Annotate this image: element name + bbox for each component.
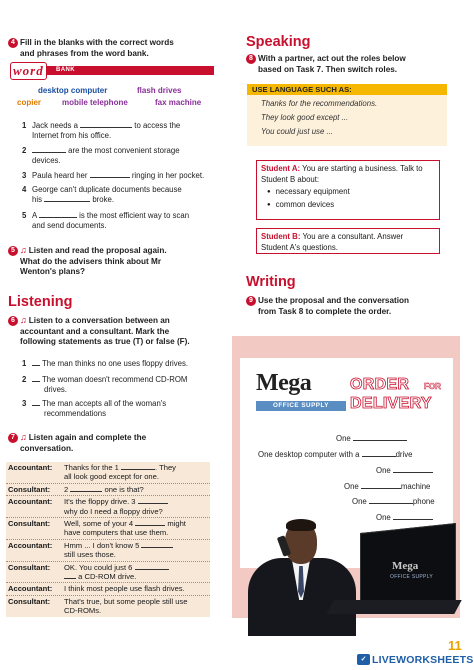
word-bank-word: copier xyxy=(17,98,42,107)
speaker-label: Consultant: xyxy=(8,596,51,606)
word-bank-word: desktop computer xyxy=(38,86,108,95)
order-line-text: One xyxy=(376,466,391,475)
delivery-title: DELIVERY xyxy=(350,395,432,412)
task-4-item-2 xyxy=(22,146,222,165)
liveworksheets-logo[interactable]: LIVEWORKSHEETS xyxy=(372,654,474,666)
speaker-label: Accountant: xyxy=(8,584,53,594)
dialogue-row xyxy=(6,562,210,584)
item-text: George can't duplicate documents because xyxy=(32,185,182,194)
word-bank-word: mobile telephone xyxy=(62,98,128,107)
language-box xyxy=(247,84,447,146)
item-number: 1 xyxy=(22,359,27,368)
dialogue-row xyxy=(6,484,210,496)
answer-blank[interactable] xyxy=(121,463,155,470)
task-4-instructions xyxy=(8,38,228,59)
word-bank-word: flash drives xyxy=(137,86,182,95)
speaker-label: Accountant: xyxy=(8,497,53,507)
item-number: 1 xyxy=(22,121,27,130)
item-number: 5 xyxy=(22,211,27,220)
item-number: 2 xyxy=(22,375,27,384)
answer-blank[interactable] xyxy=(44,195,90,202)
task-9-line-2: from Task 8 to complete the order. xyxy=(258,306,392,316)
task-4-line-1: Fill in the blanks with the correct words xyxy=(20,38,174,47)
item-text: Internet from his office. xyxy=(32,130,112,140)
dialogue-text: one is that? xyxy=(104,484,144,494)
word-bank-word: fax machine xyxy=(155,98,202,107)
dialogue-row xyxy=(6,496,210,518)
task-6-item-1 xyxy=(22,359,228,369)
item-number: 4 xyxy=(22,185,27,194)
student-a-bullet: ● common devices xyxy=(261,200,435,211)
order-blank[interactable] xyxy=(353,434,407,441)
task-9-instructions xyxy=(246,296,468,317)
dialogue-line xyxy=(64,597,208,616)
dialogue-line xyxy=(64,519,208,538)
task-8-number-badge: 8 xyxy=(246,54,256,64)
task-4-item-5 xyxy=(22,211,228,230)
answer-blank[interactable] xyxy=(70,485,102,492)
task-5-line-3: Wenton's plans? xyxy=(20,267,86,276)
dialogue-row xyxy=(6,462,210,484)
word-bank-tag: BANK xyxy=(56,67,75,73)
item-text: The man accepts all of the woman's xyxy=(42,399,167,408)
order-line-text: One desktop computer with a xyxy=(258,450,360,459)
dialogue-text: . They xyxy=(155,463,176,472)
answer-blank[interactable] xyxy=(90,171,130,178)
student-b-text: You are a consultant. Answer xyxy=(300,232,404,241)
dialogue-text: Hmm ... I don't know 5 xyxy=(64,540,140,550)
businessman-hair xyxy=(286,519,316,531)
dialogue-line xyxy=(64,563,208,582)
true-false-blank[interactable] xyxy=(32,399,40,406)
liveworksheets-icon[interactable]: ✓ xyxy=(357,654,370,665)
dialogue-text: I think most people use flash drives. xyxy=(64,584,185,594)
dialogue-text: still uses those. xyxy=(64,550,116,560)
office-supply-banner: OFFICE SUPPLY xyxy=(256,401,346,411)
order-blank[interactable] xyxy=(361,482,401,489)
answer-blank[interactable] xyxy=(80,121,132,128)
speaker-label: Accountant: xyxy=(8,540,53,550)
dialogue-row xyxy=(6,540,210,562)
dialogue-text: all look good except for one. xyxy=(64,472,159,482)
order-line xyxy=(344,482,430,491)
order-line-text: machine xyxy=(400,482,431,491)
item-text: The man thinks no one uses floppy drives. xyxy=(42,359,189,368)
task-4-item-1 xyxy=(22,121,222,140)
task-7-line-1: Listen again and complete the xyxy=(28,433,147,442)
student-a-bullet: ● necessary equipment xyxy=(261,187,435,198)
item-text: is the most efficient way to scan xyxy=(79,211,190,220)
task-9-line-1: Use the proposal and the conversation xyxy=(258,296,410,305)
dialogue-text: might xyxy=(167,519,186,529)
item-text: and send documents. xyxy=(32,220,107,230)
item-text: A xyxy=(32,211,37,220)
dialogue-line xyxy=(64,497,208,516)
answer-blank[interactable] xyxy=(141,541,173,548)
order-line-text: One xyxy=(336,434,351,443)
true-false-blank[interactable] xyxy=(32,375,40,382)
task-9-number-badge: 9 xyxy=(246,296,256,306)
task-4-item-4 xyxy=(22,185,228,204)
student-a-label: Student A: xyxy=(261,164,301,173)
item-text: drives. xyxy=(44,384,67,394)
student-a-text: You are starting a business. Talk to xyxy=(300,164,423,173)
order-line-text: phone xyxy=(412,497,435,506)
item-text: broke. xyxy=(92,194,114,204)
item-text: Paula heard her xyxy=(32,171,88,180)
dialogue-row xyxy=(6,583,210,595)
student-b-box xyxy=(256,228,440,254)
item-text: The woman doesn't recommend CD-ROM xyxy=(42,375,188,384)
task-6-number-badge: 6 xyxy=(8,316,18,326)
listening-heading: Listening xyxy=(8,294,73,310)
answer-blank[interactable] xyxy=(32,146,66,153)
task-5-instructions xyxy=(8,245,228,278)
audio-icon[interactable]: ♫ xyxy=(20,315,27,325)
task-5-number-badge: 5 xyxy=(8,246,18,256)
item-text: to access the xyxy=(134,121,181,130)
dialogue-line xyxy=(64,485,208,494)
order-line-text: One xyxy=(376,513,391,522)
task-4-number-badge: 4 xyxy=(8,38,18,48)
task-5-line-2: What do the advisers think about Mr xyxy=(20,256,162,266)
laptop-logo-sub: OFFICE SUPPLY xyxy=(390,574,433,580)
page-number: 11 xyxy=(448,638,462,653)
dialogue-row xyxy=(6,518,210,540)
task-8-line-2: based on Task 7. Then switch roles. xyxy=(258,64,398,74)
laptop-base xyxy=(326,600,461,614)
audio-icon[interactable]: ♫ xyxy=(20,245,27,255)
audio-icon[interactable]: ♫ xyxy=(20,432,27,442)
order-line xyxy=(376,466,433,475)
true-false-blank[interactable] xyxy=(32,359,40,366)
student-a-text: Student B about: xyxy=(261,174,320,184)
dialogue-row xyxy=(6,596,210,617)
task-6-instructions xyxy=(8,315,230,348)
language-phrase: Thanks for the recommendations. xyxy=(261,99,378,108)
speaker-label: Consultant: xyxy=(8,562,51,572)
order-line-text: One xyxy=(344,482,359,491)
dialogue-text: OK. You could just 6 xyxy=(64,562,133,572)
student-b-text: Student A's questions. xyxy=(261,242,338,252)
order-title-for: FOR xyxy=(424,382,441,391)
item-number: 3 xyxy=(22,171,27,180)
dialogue-text: why do I need a floppy drive? xyxy=(64,506,163,516)
task-4-line-2: and phrases from the word bank. xyxy=(20,48,149,58)
answer-blank[interactable] xyxy=(135,519,165,526)
task-6-line-2: accountant and a consultant. Mark the xyxy=(20,326,170,336)
answer-blank[interactable] xyxy=(39,211,77,218)
order-line xyxy=(352,497,435,506)
order-line-text: drive xyxy=(395,450,413,459)
task-5-line-1: Listen and read the proposal again. xyxy=(28,246,167,255)
dialogue-table xyxy=(6,462,210,617)
answer-blank[interactable] xyxy=(64,572,76,579)
dialogue-line xyxy=(64,541,208,560)
answer-blank[interactable] xyxy=(135,563,169,570)
dialogue-text: a CD-ROM drive. xyxy=(78,572,137,582)
task-7-line-2: conversation. xyxy=(20,443,74,453)
order-blank[interactable] xyxy=(369,497,413,504)
dialogue-text: Well, some of your 4 xyxy=(64,519,134,529)
dialogue-text: That's true, but some people still use xyxy=(64,596,188,606)
task-7-instructions xyxy=(8,432,230,454)
word-bank-logo-text: word xyxy=(10,62,47,80)
dialogue-line xyxy=(64,463,208,482)
item-text: Jack needs a xyxy=(32,121,78,130)
order-blank[interactable] xyxy=(362,450,396,457)
order-blank[interactable] xyxy=(393,513,433,520)
item-text: are the most convenient storage xyxy=(68,146,180,155)
order-title: ORDER xyxy=(350,376,410,393)
task-8-instructions xyxy=(246,54,466,75)
dialogue-text: CD-ROMs. xyxy=(64,606,102,616)
task-4-item-3 xyxy=(22,171,228,181)
order-line xyxy=(336,434,407,443)
task-6-line-1: Listen to a conversation between an xyxy=(28,316,170,325)
task-8-line-1: With a partner, act out the roles below xyxy=(258,54,406,63)
dialogue-line xyxy=(64,584,208,593)
order-line-text: One xyxy=(352,497,367,506)
item-text: recommendations xyxy=(44,408,106,418)
answer-blank[interactable] xyxy=(138,497,168,504)
item-number: 2 xyxy=(22,146,27,155)
student-b-label: Student B: xyxy=(261,232,301,241)
dialogue-text: have computers that use them. xyxy=(64,528,169,538)
task-6-line-3: following statements as true (T) or false (F). xyxy=(20,337,190,346)
language-phrase: You could just use ... xyxy=(261,127,333,136)
order-blank[interactable] xyxy=(393,466,433,473)
task-6-item-2 xyxy=(22,375,228,394)
item-text: ringing in her pocket. xyxy=(131,171,205,180)
task-7-number-badge: 7 xyxy=(8,433,18,443)
dialogue-text: It's the floppy drive. 3 xyxy=(64,497,136,507)
item-number: 3 xyxy=(22,399,27,408)
task-6-item-3 xyxy=(22,399,228,418)
item-text: devices. xyxy=(32,155,61,165)
order-line xyxy=(258,450,413,459)
dialogue-text: Thanks for the 1 xyxy=(64,463,119,472)
dialogue-text: 2 xyxy=(64,484,69,494)
speaker-label: Consultant: xyxy=(8,519,51,529)
speaking-heading: Speaking xyxy=(246,34,311,50)
order-line xyxy=(376,513,433,522)
language-box-title: USE LANGUAGE SUCH AS: xyxy=(247,84,447,95)
speaker-label: Consultant: xyxy=(8,484,51,494)
student-a-box xyxy=(256,160,440,220)
laptop-logo: Mega xyxy=(392,560,419,572)
mega-logo: Mega xyxy=(256,370,312,396)
language-phrase: They look good except ... xyxy=(261,113,349,122)
speaker-label: Accountant: xyxy=(8,463,53,472)
writing-heading: Writing xyxy=(246,274,296,290)
item-text: his xyxy=(32,194,42,204)
